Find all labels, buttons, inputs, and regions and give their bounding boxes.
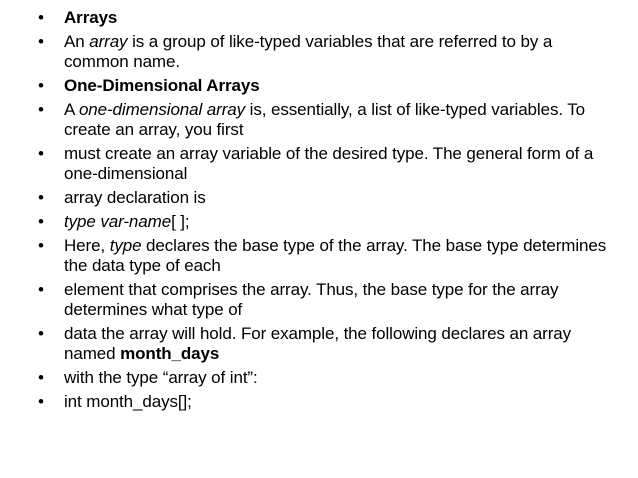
bullet-text: is, essentially, a list of like-typed variables. To create an array, you first: [64, 100, 586, 139]
bullet-item: [38, 8, 618, 28]
bullet-dot: •: [38, 32, 44, 51]
bullet-dot: •: [38, 212, 44, 231]
bullet-item: [38, 188, 618, 208]
italic-text: type: [109, 236, 142, 255]
bullet-dot: •: [38, 76, 44, 95]
bold-text: month_days: [120, 344, 220, 363]
bullet-item: [38, 100, 618, 140]
bullet-list: [38, 8, 618, 416]
bullet-dot: •: [38, 188, 44, 207]
bullet-text: [ ];: [171, 212, 190, 231]
italic-text: array: [89, 32, 128, 51]
bullet-item: [38, 32, 618, 72]
bullet-text: array declaration is: [64, 188, 206, 207]
bullet-dot: •: [38, 236, 44, 255]
bullet-dot: •: [38, 8, 44, 27]
bullet-text: Here,: [64, 236, 110, 255]
bullet-dot: •: [38, 368, 44, 387]
italic-text: type var-name: [64, 212, 172, 231]
bullet-item: [38, 76, 618, 96]
bullet-dot: •: [38, 144, 44, 163]
bullet-text: declares the base type of the array. The base type determines the data type of each: [64, 236, 607, 275]
bullet-item: [38, 392, 618, 412]
bullet-item: [38, 236, 618, 276]
bullet-text: A: [64, 100, 79, 119]
bullet-dot: •: [38, 392, 44, 411]
bullet-item: [38, 368, 618, 388]
bullet-item: [38, 280, 618, 320]
bullet-dot: •: [38, 100, 44, 119]
bullet-text: with the type “array of int”:: [64, 368, 258, 387]
bullet-item: [38, 144, 618, 184]
bullet-text: int month_days[];: [64, 392, 192, 411]
bullet-text: An: [64, 32, 90, 51]
bold-text: Arrays: [64, 8, 118, 27]
bullet-text: data the array will hold. For example, the following declares an array named: [64, 324, 572, 363]
bullet-text: is a group of like-typed variables that are referred to by a common name.: [64, 32, 553, 71]
bullet-text: must create an array variable of the desired type. The general form of a one-dimensional: [64, 144, 594, 183]
italic-text: one-dimensional array: [78, 100, 246, 119]
bullet-item: [38, 212, 618, 232]
bullet-item: [38, 324, 618, 364]
bullet-dot: •: [38, 324, 44, 343]
bullet-dot: •: [38, 280, 44, 299]
bullet-text: element that comprises the array. Thus, the base type for the array determines what type of: [64, 280, 559, 319]
bold-text: One-Dimensional Arrays: [64, 76, 260, 95]
